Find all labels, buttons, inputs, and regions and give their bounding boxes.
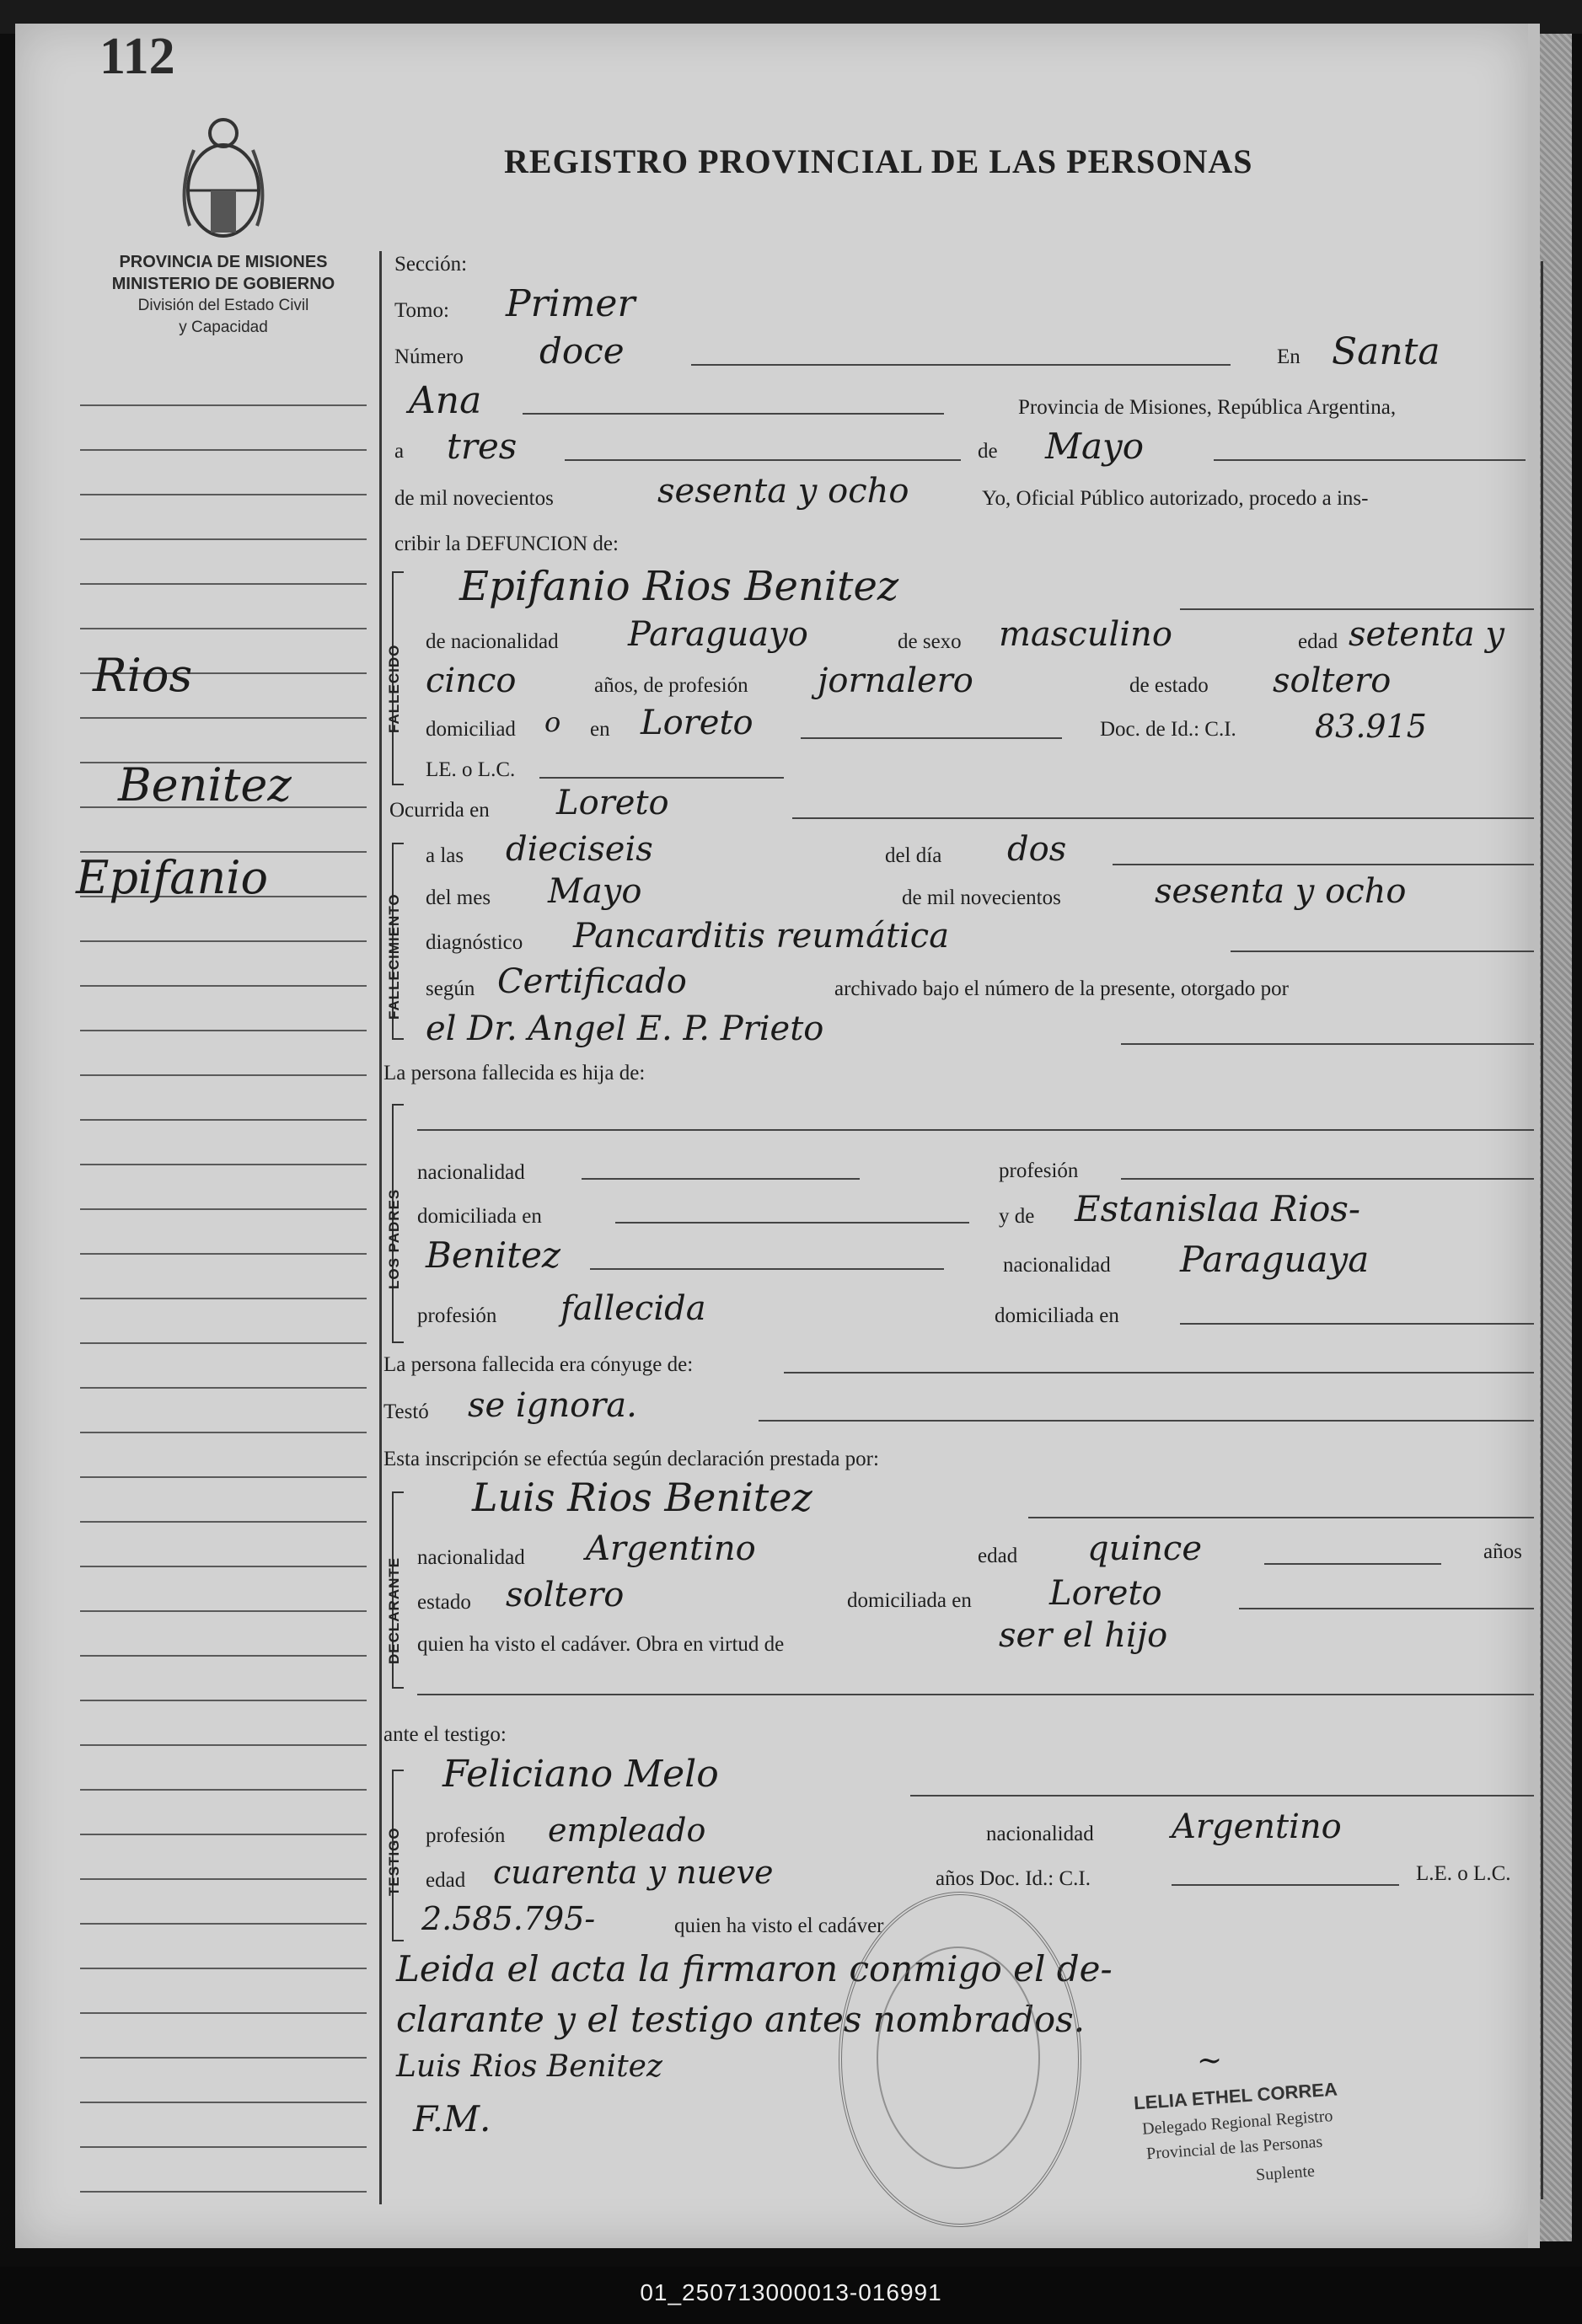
madre-nacionalidad-value: Paraguaya [1180,1239,1370,1280]
margin-rule-line [80,1476,367,1478]
margin-rule-line [80,1655,367,1657]
fallecido-doc-value: 83.915 [1315,708,1427,745]
declarante-name-line [1028,1517,1534,1518]
fallecido-estado-value: soltero [1273,661,1392,700]
place-value-2: Ana [409,379,482,422]
fallecimiento-section-label: FALLECIMIENTO [386,893,402,1020]
padres-section-label: LOS PADRES [386,1188,402,1289]
fallecido-name-line [1180,608,1534,610]
declarante-domicilio-line [1239,1608,1534,1609]
margin-rule-line [80,1298,367,1299]
dia-line [1113,864,1534,865]
testigo-ci-value: 2.585.795- [421,1900,596,1937]
diagnostico-label: diagnóstico [426,931,523,954]
testigo-name: Feliciano Melo [442,1753,719,1796]
margin-rule-line [80,1878,367,1880]
a-label: a [394,440,405,463]
fallecido-sexo-label: de sexo [898,630,962,653]
margin-rule-line [80,985,367,987]
medico-value: el Dr. Angel E. P. Prieto [426,1009,824,1048]
margin-rule-line [80,940,367,942]
margin-rule-line [80,1744,367,1746]
conyuge-label: La persona fallecida era cónyuge de: [383,1353,694,1376]
margin-rule-line [80,1521,367,1523]
declarante-section-label: DECLARANTE [386,1556,402,1664]
margin-rule-line [80,1208,367,1210]
official-role-1: Delegado Regional Registro [1141,2107,1334,2139]
margin-rule-line [80,2146,367,2148]
madre-domiciliada-label: domiciliada en [995,1304,1119,1327]
fallecido-profesion-value: jornalero [818,661,973,700]
testo-line [759,1420,1534,1422]
padre-name-line [417,1129,1534,1131]
fallecido-section-label: FALLECIDO [386,644,402,733]
testigo-name-line [910,1795,1534,1797]
province-text: Provincia de Misiones, República Argentina, [1018,396,1397,419]
official-name: LELIA ETHEL CORREA [1133,2078,1338,2114]
margin-rule-line [80,404,367,406]
segun-value: Certificado [497,962,687,1001]
testigo-doc-label: años Doc. Id.: C.I. [936,1867,1091,1890]
ocurrida-value: Loreto [556,784,669,822]
year-value: sesenta y ocho [657,472,909,511]
margin-rule-line [80,1074,367,1076]
diagnostico-value: Pancarditis reumática [573,917,950,956]
page-number: 112 [99,28,175,85]
del-mes-label: del mes [426,886,491,909]
margin-rule-line [80,583,367,585]
padre-nacionalidad-label: nacionalidad [417,1161,525,1184]
margin-rule-line [80,2102,367,2103]
margin-rule-line [80,2057,367,2059]
madre-profesion-label: profesión [417,1304,497,1327]
fallecido-edad-value-2: cinco [426,661,517,700]
margin-name-2: Benitez [118,758,292,811]
margin-rule-line [80,1968,367,1969]
margin-rule-line [80,1119,367,1121]
margin-rule-line [80,1834,367,1835]
fallecido-domicilio-line [801,737,1062,739]
declarante-edad-value: quince [1087,1529,1202,1568]
official-signature-scrawl: ~ [1197,2043,1223,2078]
closing-line-1: Leida el acta la firmaron conmigo el de- [396,1948,1113,1989]
margin-rule-line [80,1030,367,1031]
fallecido-le-line [539,777,784,779]
padre-domiciliada-label: domiciliada en [417,1205,542,1228]
agency-block [80,251,367,339]
testigo-edad-value: cuarenta y nueve [493,1854,774,1891]
padre-domiciliada-line [615,1222,969,1224]
hora-value: dieciseis [506,830,653,869]
margin-rule-line [80,1164,367,1165]
margin-name-3: Epifanio [76,851,268,904]
official-text: Yo, Oficial Público autorizado, procedo a ins- [982,487,1369,510]
declarante-estado-label: estado [417,1591,471,1614]
numero-value: doce [539,330,625,372]
agency-line-1: PROVINCIA DE MISIONES [119,253,328,271]
padre-profesion-line [1121,1178,1534,1180]
fallecido-en-label: en [590,718,610,741]
testigo-nacionalidad-label: nacionalidad [986,1823,1094,1845]
fallecido-le-label: LE. o L.C. [426,758,516,781]
declarante-anos-label: años [1483,1540,1522,1563]
margin-rule-line [80,1432,367,1433]
medico-line [1121,1043,1534,1045]
testigo-profesion-value: empleado [548,1812,706,1849]
fallecido-nacionalidad-value: Paraguayo [628,615,808,654]
madre-value-2: Benitez [426,1234,561,1276]
signature-declarante: Luis Rios Benitez [396,2049,662,2084]
agency-line-4: y Capacidad [179,319,268,336]
margin-rule-line [80,717,367,719]
testigo-edad-label: edad [426,1869,466,1892]
form-right-border [1541,261,1543,2199]
fallecido-domicilio-label: domiciliad [426,718,516,741]
day-line [565,459,961,461]
closing-line-2: clarante y el testigo antes nombrados. [396,1999,1086,2040]
hija-label: La persona fallecida es hija de: [383,1062,646,1084]
declarante-domicilio-value: Loreto [1049,1574,1162,1613]
declarante-domiciliada-label: domiciliada en [847,1589,972,1612]
de-label: de [978,440,998,463]
footer-id: 01_250713000013-016991 [640,2279,942,2305]
madre-profesion-value: fallecida [560,1289,706,1328]
agency-line-2: MINISTERIO DE GOBIERNO [111,275,335,293]
testigo-le-label: L.E. o L.C. [1416,1862,1511,1885]
official-role-2: Provincial de las Personas [1145,2132,1323,2164]
declarante-visto-label: quien ha visto el cadáver. Obra en virtud de [417,1633,785,1656]
fallecido-domicilio-value: Loreto [641,704,753,742]
margin-rule-line [80,1387,367,1389]
day-value: tres [447,426,518,467]
testigo-doc-line [1172,1884,1399,1886]
place-value-1: Santa [1332,330,1440,373]
testigo-profesion-label: profesión [426,1824,506,1847]
official-role-3: Suplente [1255,2161,1316,2185]
fallecido-edad-label: edad [1298,630,1338,653]
margin-rule-line [80,1789,367,1791]
margin-rule-line [80,1342,367,1344]
diagnostico-line [1231,950,1534,952]
dia-value: dos [1007,830,1067,869]
official-seal-inner [877,1946,1040,2169]
declarante-estado-value: soltero [506,1576,625,1614]
numero-line [691,364,1231,366]
declarante-nacionalidad-value: Argentino [586,1529,756,1568]
padre-nacionalidad-line [582,1178,860,1180]
declarante-extra-line [417,1694,1534,1695]
fallecimiento-year-label: de mil novecientos [902,886,1061,909]
madre-nacionalidad-label: nacionalidad [1003,1254,1111,1277]
madre-value-1: Estanislaa Rios- [1075,1188,1361,1229]
fallecido-estado-label: de estado [1129,674,1209,697]
testo-label: Testó [383,1400,429,1423]
declarante-nacionalidad-label: nacionalidad [417,1546,525,1569]
fallecido-sexo-value: masculino [999,615,1172,654]
margin-rule-line [80,1923,367,1925]
fallecido-nacionalidad-label: de nacionalidad [426,630,559,653]
tomo-label: Tomo: [394,299,449,322]
month-value: Mayo [1045,426,1145,467]
declarante-name: Luis Rios Benitez [472,1475,812,1520]
margin-divider [379,251,382,2204]
margin-rule-line [80,2191,367,2193]
fallecido-doc-label: Doc. de Id.: C.I. [1100,718,1236,741]
segun-label: según [426,977,475,1000]
numero-label: Número [394,345,464,368]
coat-of-arms-icon [177,116,270,243]
seccion-label: Sección: [394,253,468,276]
testigo-section-label: TESTIGO [386,1827,402,1896]
declarante-visto-value: ser el hijo [999,1616,1168,1655]
declarante-edad-label: edad [978,1545,1018,1567]
margin-rule-line [80,1566,367,1567]
margin-rule-line [80,494,367,495]
margin-rule-line [80,628,367,629]
month-line [1214,459,1526,461]
archivado-text: archivado bajo el número de la presente, otorgado por [834,977,1289,1000]
fallecido-name: Epifanio Rios Benitez [459,563,899,610]
testigo-nacionalidad-value: Argentino [1172,1807,1342,1846]
testo-value: se ignora. [468,1386,637,1425]
margin-rule-line [80,449,367,451]
madre-domiciliada-line [1180,1323,1534,1325]
margin-rule-line [80,1253,367,1255]
fallecido-domicilio-suffix: o [544,706,561,738]
margin-name-1: Rios [93,649,193,702]
document-title: REGISTRO PROVINCIAL DE LAS PERSONAS [504,142,1253,180]
margin-rule-line [80,2012,367,2014]
agency-line-3: División del Estado Civil [137,297,309,314]
y-de-label: y de [999,1205,1035,1228]
margin-rule-line [80,1610,367,1612]
margin-rule-line [80,538,367,540]
signature-testigo: F.M. [413,2098,491,2139]
ocurrida-label: Ocurrida en [389,799,490,822]
madre-name-line [590,1268,944,1270]
place-line [523,413,944,415]
del-dia-label: del día [885,844,942,867]
conyuge-line [784,1372,1534,1374]
mes-value: Mayo [548,872,642,911]
fallecimiento-year-value: sesenta y ocho [1155,872,1407,911]
margin-rule-line [80,1700,367,1701]
fallecido-edad-value-1: setenta y [1349,615,1504,654]
inscribir-text: cribir la DEFUNCION de: [394,533,619,555]
year-prefix: de mil novecientos [394,487,554,510]
tomo-value: Primer [506,282,635,325]
a-las-label: a las [426,844,464,867]
fallecido-anos-label: años, de profesión [594,674,748,697]
declaracion-label: Esta inscripción se efectúa según declaración prestada por: [383,1448,879,1470]
en-label: En [1277,345,1300,368]
declarante-edad-line [1264,1563,1441,1565]
testigo-visto-label: quien ha visto el cadáver [674,1914,884,1937]
padre-profesion-label: profesión [999,1159,1079,1182]
testigo-label: ante el testigo: [383,1723,507,1746]
ocurrida-line [792,817,1534,819]
